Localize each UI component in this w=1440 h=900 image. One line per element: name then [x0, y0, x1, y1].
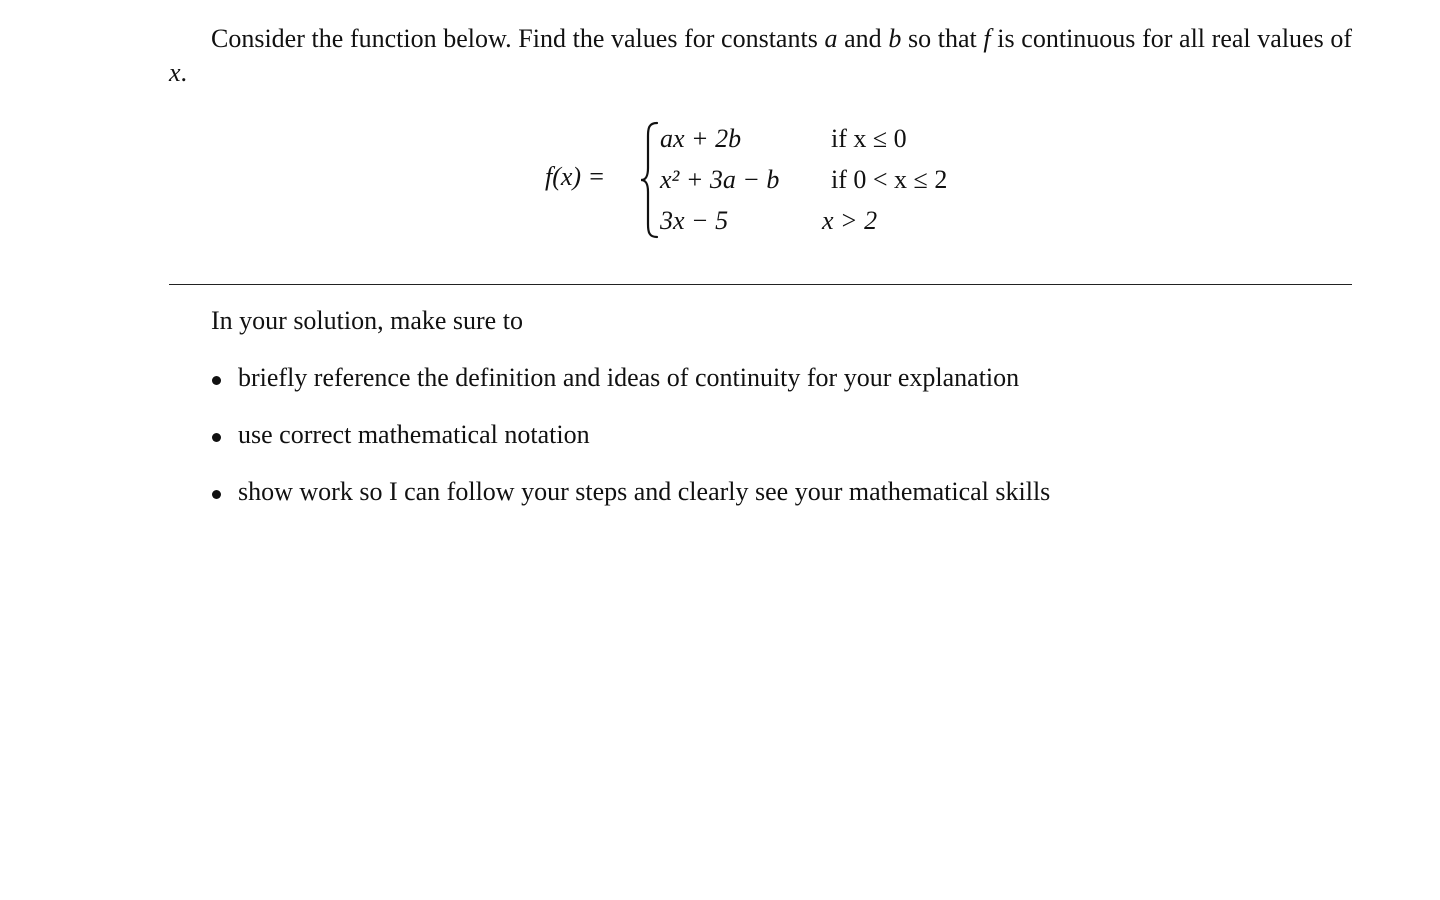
intro-text-and: and [837, 24, 889, 53]
list-item-text: show work so I can follow your steps and clearly see your mathematical skills [238, 477, 1051, 506]
list-item [211, 475, 1050, 509]
case-2-condition: if 0 < x ≤ 2 [831, 165, 948, 194]
list-item-text: use correct mathematical notation [238, 420, 590, 449]
solution-instructions [211, 304, 1050, 532]
bullet-icon [212, 490, 221, 499]
constant-b: b [888, 24, 902, 53]
intro-text-end: . [180, 58, 188, 87]
problem-intro [169, 22, 1352, 90]
bullet-icon [212, 376, 221, 385]
case-1-condition: if x ≤ 0 [831, 124, 907, 153]
case-3-condition: x > 2 [822, 206, 878, 235]
function-f: f [983, 24, 991, 53]
intro-text-3: is continuous for all real values of [990, 24, 1353, 53]
bullet-icon [212, 433, 221, 442]
case-2-expression: x² + 3a − b [660, 165, 780, 194]
problem-statement [169, 22, 1352, 90]
case-3-expression: 3x − 5 [660, 206, 729, 235]
intro-text-1: Consider the function below. Find the values for constants [211, 24, 825, 53]
case-1-expression: ax + 2b [660, 124, 742, 153]
intro-text-2: so that [901, 24, 984, 53]
list-item [211, 361, 1050, 395]
list-item [211, 418, 1050, 452]
left-brace [640, 120, 660, 240]
function-lhs: f(x) = [545, 162, 606, 191]
section-divider [169, 284, 1352, 285]
list-item-text: briefly reference the definition and ideas of continuity for your explanation [238, 363, 1020, 392]
constant-a: a [824, 24, 838, 53]
instructions-lead: In your solution, make sure to [211, 306, 523, 335]
piecewise-function [545, 120, 1005, 240]
variable-x: x [169, 58, 181, 87]
instructions-list [211, 361, 1050, 509]
